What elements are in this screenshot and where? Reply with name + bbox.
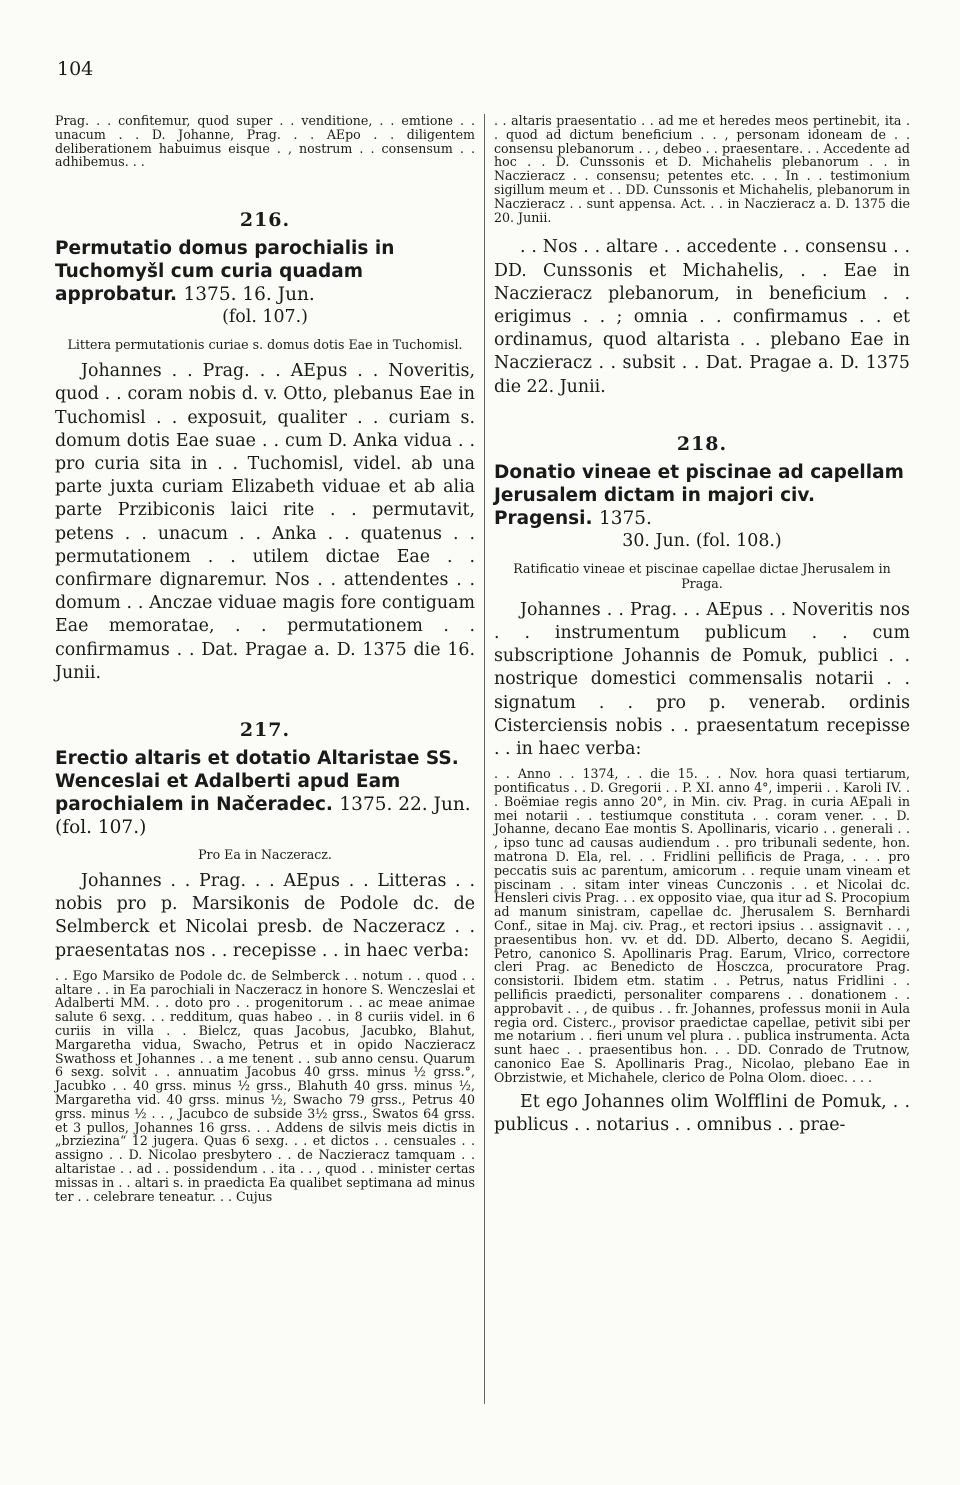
body-218: Johannes . . Prag. . . AEpus . . Noveritis nos . . instrumentum publicum . . cum subscriptione Johannis de Pomuk, publici . . nostrique domestici commensalis notarii . . signatum . . pro p. venerab. ordinis Cisterciensis nobis . . praesentatum recepisse . . in haec verba: xyxy=(494,599,910,760)
continuation-small: . . altaris praesentatio . . ad me et heredes meos pertinebit, ita . . quod ad dictum beneficium . . , personam idoneam de . . consensu plebanorum . . , debeo . . praesentare. . . Accedente ad hoc . . D. Cunssonis et D. Michahelis plebanorum . . in Naczieracz . . consensu; petentes etc. . . In . . testimonium sigillum meum et . . DD. Cunssonis et Michahelis, plebanorum in Naczieracz . . sunt appensa. Act. . . in Naczieracz a. D. 1375 die 20. Junii. xyxy=(494,113,910,225)
section-title-217 xyxy=(55,747,475,839)
section-number-218: 218. xyxy=(676,432,728,455)
date-folio-218: 30. Jun. (fol. 108.) xyxy=(622,530,782,551)
section-number-217: 217. xyxy=(239,719,291,742)
closing-218: Et ego Johannes olim Wolfflini de Pomuk, . . publicus . . notarius . . omnibus . . prae- xyxy=(494,1091,910,1135)
section-title-216-date: 1375. 16. Jun. xyxy=(183,284,315,306)
left-column xyxy=(55,114,475,1203)
caption-218: Ratificatio vineae et piscinae capellae dictae Jherusalem in Praga. xyxy=(513,560,891,591)
folio-ref-216: (fol. 107.) xyxy=(222,307,308,328)
section-title-218 xyxy=(494,461,910,530)
right-column xyxy=(494,114,910,1137)
section-title-217-date: 1375. 22. Jun. (fol. 107.) xyxy=(55,794,471,839)
body-216: Johannes . . Prag. . . AEpus . . Noveritis, quod . . coram nobis d. v. Otto, plebanus Eae in Tuchomisl . . exposuit, qualiter . . curiam s. domum dotis Eae suae . . cum D. Anka vidua . . pro curia sita in . . Tuchomisl, videl. ab una parte juxta curiam Elizabeth viduae et ab alia parte Przibiconis laici rite . . permutavit, petens . . unacum . . Anka . . quatenus . . permutationem . . utilem dictae Eae . . confirmare dignaremur. Nos . . attendentes . . domum . . Anczae viduae magis fore contiguam Eae memoratae, . . permutationem . . confirmamus . . Dat. Pragae a. D. 1375 die 16. Junii. xyxy=(55,361,475,683)
section-title-218-text: Donatio vineae et piscinae ad capellam Jerusalem dictam in majori civ. Pragensi. xyxy=(494,461,904,529)
section-number-216: 216. xyxy=(239,209,291,232)
section-title-216-text: Permutatio domus parochialis in Tuchomyšl cum curia quadam approbatur. xyxy=(55,238,395,306)
body-217: Johannes . . Prag. . . AEpus . . Litteras . . nobis pro p. Marsikonis de Podole dc. de Selmberck et Nicolai presb. de Naczeracz . . praesentatas nos . . recepisse . . in haec verba: xyxy=(55,871,475,961)
intro-paragraph: Prag. . . confitemur, quod super . . venditione, . . emtione . . unacum . . D. Johanne, Prag. . . AEpo . . diligentem deliberationem habuimus eisque . , nostrum . . consensum . . adhibemus. . . xyxy=(55,113,475,170)
section-title-216 xyxy=(55,237,475,306)
page-number: 104 xyxy=(57,58,94,80)
column-divider xyxy=(484,114,485,1404)
continuation-large: . . Nos . . altare . . accedente . . consensu . . DD. Cunssonis et Michahelis, . . Eae in Naczieracz plebanorum, in beneficium . . erigimus . . ; omnia . . confirmamus . . et ordinamus, quod altarista . . plebano Eae in Naczieracz . . subsit . . Dat. Pragae a. D. 1375 die 22. Junii. xyxy=(494,237,910,397)
caption-217: Pro Ea in Naczeracz. xyxy=(198,847,332,863)
caption-216: Littera permutationis curiae s. domus dotis Eae in Tuchomisl. xyxy=(67,337,463,353)
quote-217: . . Ego Marsiko de Podole dc. de Selmberck . . notum . . quod . . altare . . in Ea parochiali in Naczeracz in honore S. Wenczeslai et Adalberti MM. . . doto pro . . progenitorum . . ac meae animae salute 6 sexg. . . redditum, quas habeo . . in 8 curiis videl. in 6 curiis in villa . . Bielcz, quas Jacobus, Jacubko, Blahut, Margaretha vidua, Swacho, Petrus et in opido Naczieracz Swathoss et Johannes . . a me tenent . . sub anno censu. Quarum 6 sexg. solvit . . annuatim Jacobus 40 grss. minus ½ grss.°, Jacubko . . 40 grss. minus ½ grss., Blahuth 40 grss. minus ½, Margaretha vid. 40 grss. minus ½, Swacho 79 grss., Petrus 40 grss. minus ½ . . , Jacubco de subside 3½ grss., Swatos 64 grss. et 3 pullos, Johannes 16 grss. . . Addens de silvis meis dictis in „brziezina“ 12 jugera. Quas 6 sexg. . . et dictos . . censuales . . assigno . . D. Nicolao presbytero . . de Naczieracz tamquam . . altaristae . . ad . . possidendum . . ita . . , quod . . minister certas missas in . . altari s. in praedicta Ea qualibet septimana ad minus ter . . celebrare teneatur. . . Cujus xyxy=(55,967,475,1204)
quote-218: . . Anno . . 1374, . . die 15. . . Nov. hora quasi tertiarum, pontificatus . . D. Gregorii . . P. XI. anno 4°, imperii . . Karoli IV. . . Boëmiae regis anno 20°, in Min. civ. Prag. in curia AEpali in mei notarii . . testiumque constituta . . coram vener. . . D. Johanne, decano Eae montis S. Apollinaris, vicario . . generali . . , ipso tunc ad causas audiendum . . pro tribunali sedente, hon. matrona D. Ela, rel. . . Fridlini pellificis de Praga, . . . pro peccatis suis ac parentum, amicorum . . requie unam vineam et piscinam . . sitam inter vineas Cunczonis . . et Nicolai dc. Hensleri civis Prag. . . ex opposito viae, qua itur ad S. Procopium ad manum sinistram, capellae dc. Jherusalem S. Bernhardi Conf., sitae in Maj. civ. Prag., et rectori ipsius . . assignavit . . , praesentibus hon. vv. et dd. DD. Alberto, decano S. Aegidii, Petro, canonico S. Apollinaris Prag. Earum, Vlrico, correctore cleri Prag. ac Benedicto de Hosczca, procuratore Prag. consistorii. Ibidem etm. statim . . Petrus, natus Fridlini . . pellificis praedicti, personaliter comparens . . donationem . . approbavit . . , de quibus . . fr. Johannes, professus monii in Aula regia ord. Cisterc., provisor praedictae capellae, petivit sibi per me notarium . . fieri unum vel plura . . publica instrumenta. Acta sunt haec . . praesentibus hon. . . DD. Conrado de Trutnow, canonico Eae S. Apollinaris Prag., Nicolao, plebano Eae in Obrzistwie, et Michahele, clerico de Polna Olom. dioec. . . . xyxy=(494,766,910,1085)
section-title-218-date: 1375. xyxy=(598,507,652,529)
section-title-217-text: Erectio altaris et dotatio Altaristae SS. Wenceslai et Adalberti apud Eam parochialem in Načeradec. xyxy=(55,748,459,816)
